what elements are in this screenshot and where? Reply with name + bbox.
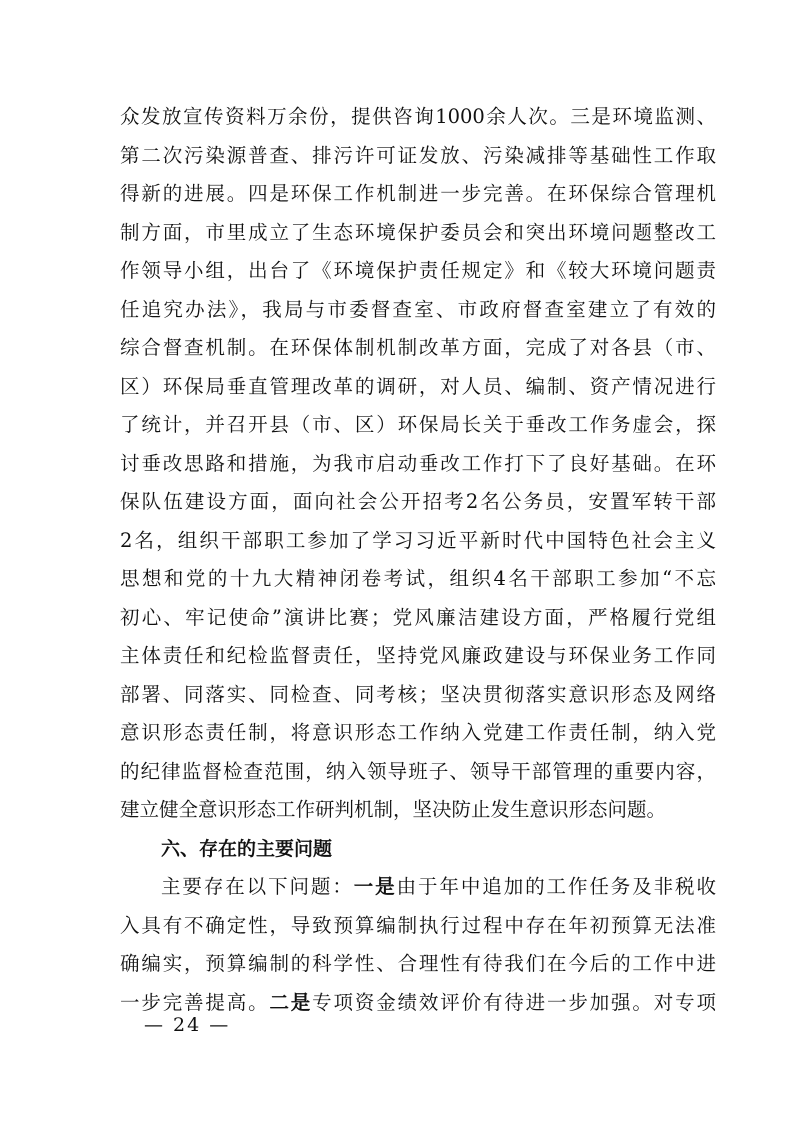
text-line: 确编实，预算编制的科学性、合理性有待我们在今后的工作中进	[120, 952, 716, 975]
text-line: 入具有不确定性，导致预算编制执行过程中存在年初预算无法准	[120, 913, 716, 937]
text-line: 建立健全意识形态工作研判机制，坚决防止发生意识形态问题。	[120, 798, 667, 821]
text-line: 2名，组织干部职工参加了学习习近平新时代中国特色社会主义	[120, 528, 716, 552]
text-line: 众发放宣传资料万余份，提供咨询1000余人次。三是环境监测、	[120, 105, 716, 128]
text-line: 的纪律监督检查范围，纳入领导班子、领导干部管理的重要内容，	[120, 759, 716, 783]
text-line: 区）环保局垂直管理改革的调研，对人员、编制、资产情况进行	[120, 374, 716, 398]
text-line: 第二次污染源普查、排污许可证发放、污染减排等基础性工作取	[120, 143, 716, 167]
text-line: 综合督查机制。在环保体制机制改革方面，完成了对各县（市、	[120, 336, 716, 359]
text-line: 思想和党的十九大精神闭卷考试，组织4名干部职工参加“不忘	[120, 567, 716, 590]
text-line: 制方面，市里成立了生态环境保护委员会和突出环境问题整改工	[120, 220, 716, 244]
text-line: 作领导小组，出台了《环境保护责任规定》和《较大环境问题责	[120, 259, 716, 282]
problems-intro: 主要存在以下问题：	[161, 875, 354, 898]
first-text: 由于年中追加的工作任务及非税收	[396, 875, 716, 898]
text-line: 得新的进展。四是环保工作机制进一步完善。在环保综合管理机	[120, 182, 716, 205]
body-text	[120, 98, 716, 1022]
text-line: 讨垂改思路和措施，为我市启动垂改工作打下了良好基础。在环	[120, 451, 716, 475]
text-line: 主体责任和纪检监督责任，坚持党风廉政建设与环保业务工作同	[120, 644, 716, 667]
text-line: 保队伍建设方面，面向社会公开招考2名公务员，安置军转干部	[120, 490, 716, 513]
first-label: 一是	[353, 875, 397, 898]
second-label: 二是	[269, 990, 313, 1014]
last-line-start: 一步完善提高。	[120, 990, 270, 1014]
page-number: — 24 —	[144, 1014, 231, 1036]
text-line: 意识形态责任制，将意识形态工作纳入党建工作责任制，纳入党	[120, 721, 716, 744]
text-line: 初心、牢记使命”演讲比赛；党风廉洁建设方面，严格履行党组	[120, 605, 716, 629]
text-line: 任追究办法》，我局与市委督查室、市政府督查室建立了有效的	[120, 297, 716, 321]
text-line: 了统计，并召开县（市、区）环保局长关于垂改工作务虚会，探	[120, 413, 716, 436]
section-heading: 六、存在的主要问题	[161, 837, 333, 860]
problems-first-line	[120, 868, 716, 907]
text-line: 部署、同落实、同检查、同考核；坚决贯彻落实意识形态及网络	[120, 682, 716, 706]
last-line-end: 专项资金绩效评价有待进一步加强。对专项	[312, 990, 716, 1014]
